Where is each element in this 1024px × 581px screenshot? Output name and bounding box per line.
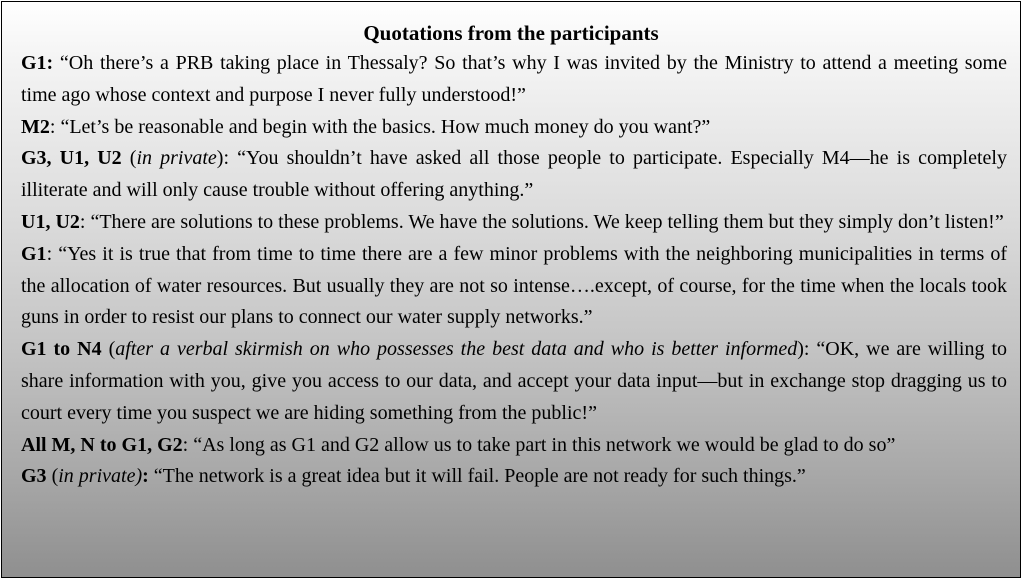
quote-text: “There are solutions to these problems. We have the solutions. We keep telling them but they simply don’t listen!”: [85, 210, 1004, 233]
quote-note-open: (: [121, 147, 137, 170]
quotations-box: [1, 1, 1021, 578]
quotes-list: [21, 48, 1007, 493]
quote-7: [21, 430, 1007, 462]
quote-speaker: All M, N to G1, G2: [21, 433, 183, 456]
box-title: Quotations from the participants: [363, 21, 659, 45]
quote-note: in private): [58, 465, 143, 488]
quote-note-open: (: [46, 465, 59, 488]
quote-8: [21, 461, 1007, 493]
quote-note-close: ):: [216, 147, 230, 170]
quote-speaker: G1 to N4: [21, 338, 102, 361]
quote-note-close: ):: [797, 338, 810, 361]
quote-colon: :: [182, 433, 189, 456]
quote-text: “Let’s be reasonable and begin with the basics. How much money do you want?”: [55, 115, 711, 138]
quote-note: in private: [136, 147, 217, 170]
quote-speaker: M2: [21, 115, 50, 138]
quote-text: “Oh there’s a PRB taking place in Thessaly? So that’s why I was invited by the Ministry to attend a meeting some time ago whose context and purpose I never fully understood!”: [21, 52, 1007, 106]
quote-4: [21, 207, 1007, 239]
quote-colon: :: [79, 210, 86, 233]
quote-speaker: G1:: [21, 52, 54, 74]
quote-note-open: (: [101, 338, 116, 361]
quote-speaker: G3: [21, 465, 47, 488]
quote-colon: :: [46, 242, 53, 265]
quote-5: [21, 239, 1007, 334]
quote-speaker: U1, U2: [21, 210, 80, 233]
quote-6: [21, 334, 1007, 429]
quote-1: [21, 48, 1007, 112]
quote-3: [21, 143, 1007, 207]
quote-speaker: G3, U1, U2: [21, 147, 122, 170]
quote-speaker: G1: [21, 242, 47, 265]
quote-text: “Yes it is true that from time to time there are a few minor problems with the neighboring municipalities in terms of the allocation of water resources. But usually they are not so intense….except, of course, for the time when the locals took guns in order to resist our plans to connect our water supply networks.”: [21, 242, 1007, 329]
quote-text: “As long as G1 and G2 allow us to take part in this network we would be glad to do so”: [188, 433, 896, 456]
quote-colon: :: [49, 115, 56, 138]
quote-text: “The network is a great idea but it will fail. People are not ready for such things.”: [148, 465, 806, 488]
quote-text: “You shouldn’t have asked all those people to participate. Especially M4—he is completely illiterate and will only cause trouble without offering anything.”: [21, 147, 1007, 202]
quote-text: “OK, we are willing to share information with you, give you access to our data, and accept your data input—but in exchange stop dragging us to court every time you suspect we are hiding something from the public!”: [21, 338, 1007, 424]
quote-note-close: :: [142, 465, 149, 488]
quote-2: [21, 112, 1007, 144]
quote-note: after a verbal skirmish on who possesses the best data and who is better informed: [115, 338, 798, 361]
